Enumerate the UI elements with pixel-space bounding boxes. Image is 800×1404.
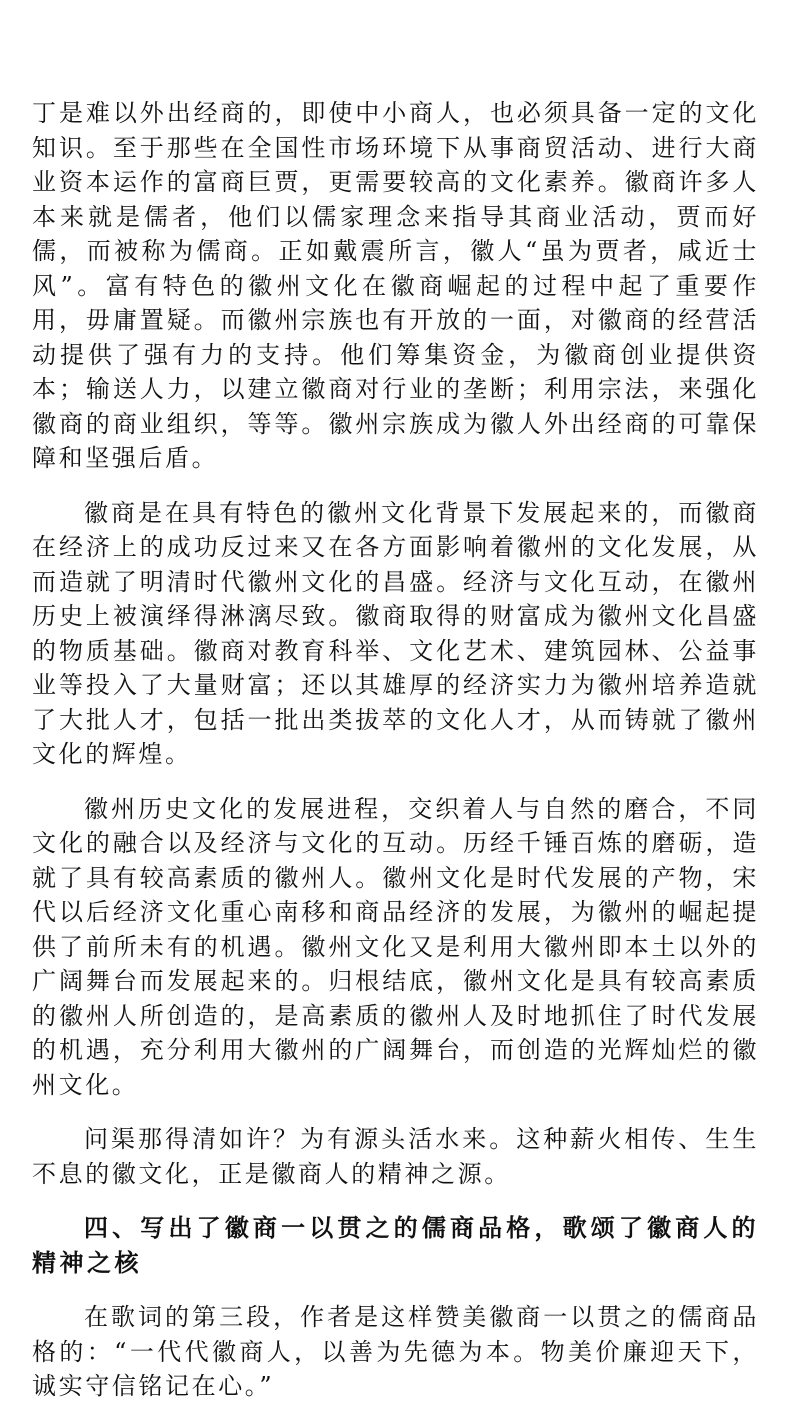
body-paragraph-4: 问渠那得清如许？为有源头活水来。这种薪火相传、生生不息的徽文化，正是徽商人的精神之源。 [32,1125,759,1188]
body-paragraph-2: 徽商是在具有特色的徽州文化背景下发展起来的，而徽商在经济上的成功反过来又在各方面影响着徽州的文化发展，从而造就了明清时代徽州文化的昌盛。经济与文化互动，在徽州历史上被演绎得淋漓尽致。徽商取得的财富成为徽州文化昌盛的物质基础。徽商对教育科举、文化艺术、建筑园林、公益事业等投入了大量财富；还以其雄厚的经济实力为徽州培养造就了大批人才，包括一批出类拔萃的文化人才，从而铸就了徽州文化的辉煌。 [32,498,759,768]
body-paragraph-3: 徽州历史文化的发展进程，交织着人与自然的磨合，不同文化的融合以及经济与文化的互动。历经千锤百炼的磨砺，造就了具有较高素质的徽州人。徽州文化是时代发展的产物，宋代以后经济文化重心南移和商品经济的发展，为徽州的崛起提供了前所未有的机遇。徽州文化又是利用大徽州即本土以外的广阔舞台而发展起来的。归根结底，徽州文化是具有较高素质的徽州人所创造的，是高素质的徽州人及时地抓住了时代发展的机遇，充分利用大徽州的广阔舞台，而创造的光辉灿烂的徽州文化。 [32,794,759,1099]
body-paragraph-1: 丁是难以外出经商的，即使中小商人，也必须具备一定的文化知识。至于那些在全国性市场环境下从事商贸活动、进行大商业资本运作的富商巨贾，更需要较高的文化素养。徽商许多人本来就是儒者，他们以儒家理念来指导其商业活动，贾而好儒，而被称为儒商。正如戴震所言，徽人“虽为贾者，咸近士风”。富有特色的徽州文化在徽商崛起的过程中起了重要作用，毋庸置疑。而徽州宗族也有开放的一面，对徽商的经营活动提供了强有力的支持。他们筹集资金，为徽商创业提供资本；输送人力，以建立徽商对行业的垄断；利用宗法，来强化徽商的商业组织，等等。徽州宗族成为徽人外出经商的可靠保障和坚强后盾。 [32,99,759,472]
section-heading: 四、写出了徽商一以贯之的儒商品格，歌颂了徽商人的精神之核 [32,1214,759,1277]
document-page [32,96,759,1404]
closing-paragraph: 在歌词的第三段，作者是这样赞美徽商一以贯之的儒商品格的：“一代代徽商人，以善为先德为本。物美价廉迎天下，诚实守信铭记在心。” [32,1303,759,1400]
